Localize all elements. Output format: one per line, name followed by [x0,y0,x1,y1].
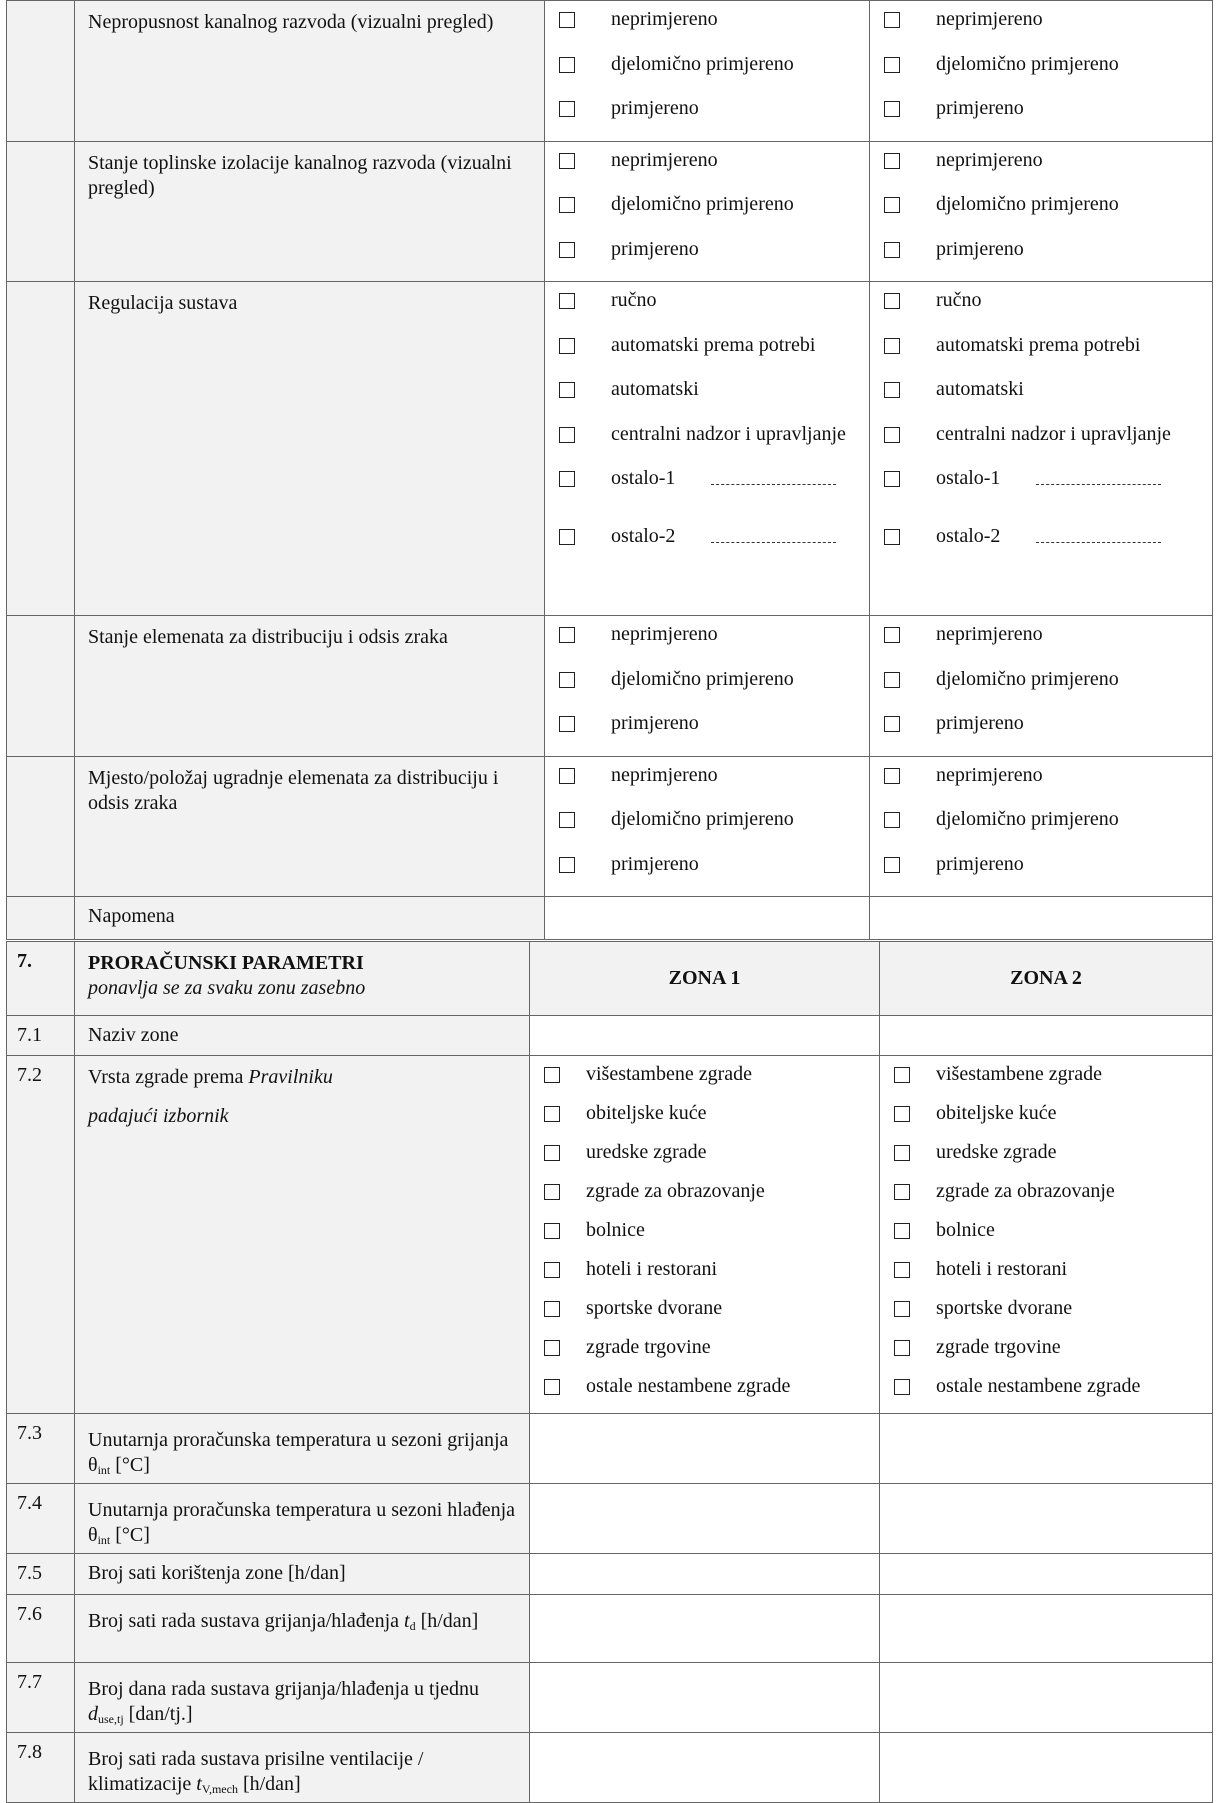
ventilation-inspection-table [6,0,1213,940]
checkbox[interactable] [559,382,575,398]
checkbox[interactable] [559,101,575,117]
checkbox-option[interactable] [559,711,869,735]
checkbox-option[interactable] [884,333,1212,357]
checkbox[interactable] [884,857,900,873]
zone2-options [870,616,1213,757]
option-label: obiteljske kuće [586,1102,707,1124]
option-label: neprimjereno [936,8,1043,30]
option-label: djelomično primjereno [936,808,1119,830]
option-label: hoteli i restorani [586,1258,718,1280]
checkbox[interactable] [559,857,575,873]
option-label: primjereno [611,852,699,875]
zone2-name-input[interactable] [880,1016,1213,1056]
row-label-cell [75,1484,530,1554]
option-label: djelomično primjereno [936,52,1119,75]
checkbox-option[interactable] [894,1140,1212,1164]
blank-cell [7,141,75,282]
option-label: zgrade trgovine [936,1336,1061,1358]
checkbox-option[interactable] [559,377,869,401]
blank-cell [7,282,75,616]
checkbox[interactable] [559,338,575,354]
unit: [dan/tj.] [123,1703,193,1725]
option-label: neprimjereno [611,763,718,786]
row-label: Unutarnja proračunska temperatura u sezoni hlađenja θ [88,1499,516,1546]
checkbox[interactable] [559,471,575,487]
option-label: sportske dvorane [586,1297,723,1319]
row-label: Napomena [75,897,545,940]
option-label: djelomično primjereno [936,667,1119,690]
unit: [h/dan] [415,1610,479,1632]
checkbox[interactable] [559,153,575,169]
checkbox[interactable] [884,338,900,354]
symbol: d [88,1703,98,1725]
checkbox[interactable] [884,716,900,732]
table-row [7,1,1213,142]
checkbox-option[interactable] [559,7,869,31]
option-label: ručno [611,289,657,311]
checkbox[interactable] [884,242,900,258]
checkbox-option[interactable] [544,1335,879,1359]
checkbox[interactable] [894,1184,910,1200]
option-label: ostalo-2 [936,525,1001,547]
zone2-options [870,141,1213,282]
zone1-options [545,756,870,897]
checkbox[interactable] [559,57,575,73]
zone2-building-type [880,1056,1213,1414]
row-label: Mjesto/položaj ugradnje elemenata za distribuciju i odsis zraka [75,756,545,897]
zone2-value-input[interactable] [880,1733,1213,1803]
option-label: bolnice [936,1219,995,1241]
row-label: Stanje elemenata za distribuciju i odsis zraka [75,616,545,757]
zone2-options [870,1,1213,142]
zone2-value-input[interactable] [880,1595,1213,1663]
checkbox-option[interactable] [544,1140,879,1164]
option-label: neprimjereno [936,623,1043,645]
checkbox-option[interactable] [884,711,1212,735]
checkbox[interactable] [884,812,900,828]
option-label: primjereno [936,852,1024,875]
option-label: neprimjereno [611,623,718,645]
zone1-options [545,282,870,616]
table-row [7,1484,1213,1554]
checkbox[interactable] [894,1379,910,1395]
unit: [h/dan] [237,1773,301,1795]
row-label: Stanje toplinske izolacije kanalnog razvoda (vizualni pregled) [75,141,545,282]
zone2-options[interactable] [870,897,1213,940]
checkbox-option[interactable] [884,7,1212,31]
zone2-value-input[interactable] [880,1414,1213,1484]
row-label-cell [75,1733,530,1803]
zone2-value-input[interactable] [880,1484,1213,1554]
zone1-header: ZONA 1 [530,942,880,1016]
checkbox-option[interactable] [559,192,869,216]
checkbox[interactable] [559,672,575,688]
checkbox-option[interactable] [544,1257,879,1281]
checkbox-option[interactable] [884,422,1212,446]
checkbox-option[interactable] [884,377,1212,401]
table-row [7,141,1213,282]
checkbox-option[interactable] [559,96,869,120]
option-label: višestambene zgrade [586,1063,753,1085]
checkbox-option[interactable] [894,1374,1212,1398]
option-label: primjereno [611,97,699,119]
option-label: djelomično primjereno [936,193,1119,215]
checkbox[interactable] [544,1301,560,1317]
row-label-cell [75,1595,530,1663]
section-title: PRORAČUNSKI PARAMETRI [88,952,364,974]
option-label: primjereno [611,712,699,734]
checkbox[interactable] [544,1262,560,1278]
checkbox-option[interactable] [544,1296,879,1320]
row-label-cell [75,1056,530,1414]
checkbox-option[interactable] [559,763,869,787]
checkbox[interactable] [884,293,900,309]
checkbox-option[interactable] [544,1179,879,1203]
checkbox-option[interactable] [894,1257,1212,1281]
option-label: obiteljske kuće [936,1102,1057,1124]
zone1-value-input[interactable] [530,1663,880,1733]
option-label: automatski prema potrebi [936,333,1141,356]
option-label: ostale nestambene zgrade [586,1375,791,1397]
calculation-parameters-table [6,941,1213,1803]
row-label: Unutarnja proračunska temperatura u sezoni grijanja θ [88,1429,509,1476]
checkbox[interactable] [884,627,900,643]
subscript: V,mech [201,1782,238,1796]
zone1-building-type [530,1056,880,1414]
checkbox[interactable] [559,529,575,545]
table-row [7,1733,1213,1803]
option-label: automatski prema potrebi [611,333,816,356]
checkbox[interactable] [884,101,900,117]
row-label: Nepropusnost kanalnog razvoda (vizualni pregled) [75,1,545,142]
table-row [7,1554,1213,1595]
symbol: t [196,1773,202,1795]
option-label: neprimjereno [936,763,1043,786]
checkbox[interactable] [559,197,575,213]
row-number: 7.3 [7,1414,75,1484]
other-input-line[interactable] [711,484,836,485]
zone1-value-input[interactable] [530,1414,880,1484]
option-label: primjereno [611,237,699,260]
row-label: Broj sati korištenja zone [h/dan] [88,1562,346,1584]
option-label: ostalo-2 [611,525,676,547]
checkbox[interactable] [559,812,575,828]
checkbox[interactable] [894,1301,910,1317]
other-input-line[interactable] [711,542,836,543]
option-label: neprimjereno [936,148,1043,171]
row-number: 7.5 [7,1554,75,1595]
checkbox-option[interactable] [559,148,869,172]
zone1-name-input[interactable] [530,1016,880,1056]
checkbox-option[interactable] [559,466,869,490]
zone1-options[interactable] [545,897,870,940]
option-label: centralni nadzor i upravljanje [611,422,846,445]
checkbox-option[interactable] [884,622,1212,646]
option-label: neprimjereno [611,8,718,30]
checkbox-option[interactable] [894,1335,1212,1359]
option-label: ostalo-1 [936,467,1001,489]
checkbox[interactable] [559,768,575,784]
zone1-options [545,616,870,757]
checkbox[interactable] [894,1262,910,1278]
option-label: ručno [936,289,982,311]
other-input-line[interactable] [1036,484,1161,485]
option-label: automatski [936,378,1024,400]
checkbox[interactable] [544,1145,560,1161]
row-number: 7.4 [7,1484,75,1554]
checkbox-option[interactable] [894,1101,1212,1125]
checkbox-option[interactable] [894,1218,1212,1242]
checkbox-option[interactable] [544,1218,879,1242]
zone2-value-input[interactable] [880,1554,1213,1595]
zone1-value-input[interactable] [530,1484,880,1554]
checkbox[interactable] [544,1106,560,1122]
checkbox-option[interactable] [884,807,1212,831]
row-label: Vrsta zgrade prema [88,1066,249,1088]
option-label: uredske zgrade [586,1141,707,1163]
checkbox-option[interactable] [884,148,1212,172]
checkbox[interactable] [559,427,575,443]
symbol: t [404,1610,410,1632]
checkbox[interactable] [894,1106,910,1122]
checkbox[interactable] [544,1067,560,1083]
checkbox[interactable] [544,1340,560,1356]
option-label: djelomično primjereno [611,808,794,830]
checkbox-option[interactable] [544,1062,879,1086]
unit: [°C] [110,1454,150,1476]
row-label: Regulacija sustava [75,282,545,616]
option-label: primjereno [936,97,1024,119]
checkbox[interactable] [544,1379,560,1395]
option-label: automatski [611,378,699,400]
zone2-header: ZONA 2 [880,942,1213,1016]
section-subtitle: ponavlja se za svaku zonu zasebno [88,977,366,999]
checkbox-option[interactable] [884,288,1212,312]
table-row [7,1414,1213,1484]
checkbox[interactable] [544,1184,560,1200]
option-label: višestambene zgrade [936,1063,1103,1085]
blank-cell [7,897,75,940]
table-row [7,897,1213,940]
other-input-line[interactable] [1036,542,1161,543]
checkbox-option[interactable] [559,422,869,446]
checkbox[interactable] [884,197,900,213]
checkbox[interactable] [884,57,900,73]
blank-cell [7,1,75,142]
checkbox-option[interactable] [559,52,869,76]
checkbox[interactable] [884,12,900,28]
checkbox[interactable] [894,1067,910,1083]
checkbox[interactable] [559,716,575,732]
checkbox-option[interactable] [559,288,869,312]
checkbox-option[interactable] [894,1062,1212,1086]
row-label-cell [75,1414,530,1484]
table-row [7,1595,1213,1663]
checkbox[interactable] [884,427,900,443]
option-label: uredske zgrade [936,1141,1057,1163]
zone2-options [870,282,1213,616]
unit: [°C] [110,1524,150,1546]
subscript: d [409,1619,416,1633]
checkbox-option[interactable] [559,622,869,646]
checkbox-option[interactable] [559,524,869,548]
blank-cell [7,756,75,897]
checkbox-option[interactable] [884,466,1212,490]
checkbox[interactable] [894,1145,910,1161]
option-label: primjereno [936,237,1024,260]
checkbox[interactable] [559,293,575,309]
checkbox-option[interactable] [559,852,869,876]
table-row [7,616,1213,757]
option-label: djelomično primjereno [611,667,794,690]
option-label: centralni nadzor i upravljanje [936,422,1171,445]
subscript: int [97,1463,111,1477]
option-label: sportske dvorane [936,1297,1073,1319]
zone2-value-input[interactable] [880,1663,1213,1733]
checkbox[interactable] [894,1223,910,1239]
checkbox[interactable] [884,768,900,784]
table-row [7,282,1213,616]
checkbox-option[interactable] [884,667,1212,691]
checkbox-option[interactable] [884,524,1212,548]
checkbox-option[interactable] [559,237,869,261]
zone1-value-input[interactable] [530,1733,880,1803]
option-label: djelomično primjereno [611,193,794,215]
checkbox-option[interactable] [884,52,1212,76]
dropdown-note: padajući izbornik [88,1105,229,1127]
zone1-options [545,141,870,282]
option-label: hoteli i restorani [936,1258,1068,1280]
checkbox[interactable] [884,382,900,398]
checkbox[interactable] [544,1223,560,1239]
row-label-italic: Pravilniku [248,1066,333,1088]
section-number: 7. [7,942,75,1016]
row-label: Broj sati rada sustava grijanja/hlađenja [88,1610,405,1632]
checkbox-option[interactable] [544,1374,879,1398]
option-label: ostalo-1 [611,467,676,489]
checkbox-option[interactable] [884,852,1212,876]
table-row [7,756,1213,897]
checkbox-option[interactable] [894,1179,1212,1203]
checkbox-option[interactable] [884,763,1212,787]
checkbox-option[interactable] [559,807,869,831]
row-number: 7.1 [7,1016,75,1056]
zone1-options [545,1,870,142]
row-label: Broj sati rada sustava prisilne ventilacije / klimatizacije [88,1748,424,1795]
option-label: djelomično primjereno [611,52,794,75]
checkbox[interactable] [559,242,575,258]
checkbox-option[interactable] [884,192,1212,216]
checkbox[interactable] [559,627,575,643]
option-label: zgrade trgovine [586,1336,711,1358]
checkbox[interactable] [894,1340,910,1356]
zone2-options [870,756,1213,897]
subscript: use,tj [98,1712,124,1726]
option-label: bolnice [586,1219,645,1241]
checkbox-option[interactable] [544,1101,879,1125]
row-number: 7.7 [7,1663,75,1733]
blank-cell [7,616,75,757]
zone1-value-input[interactable] [530,1595,880,1663]
checkbox[interactable] [884,471,900,487]
row-number: 7.6 [7,1595,75,1663]
checkbox-option[interactable] [559,667,869,691]
option-label: ostale nestambene zgrade [936,1375,1141,1397]
checkbox-option[interactable] [559,333,869,357]
option-label: zgrade za obrazovanje [936,1180,1115,1202]
checkbox[interactable] [884,529,900,545]
checkbox[interactable] [884,153,900,169]
table-row [7,1663,1213,1733]
checkbox[interactable] [884,672,900,688]
option-label: primjereno [936,712,1024,734]
row-number: 7.2 [7,1056,75,1414]
row-label-cell [75,1554,530,1595]
row-label: Broj dana rada sustava grijanja/hlađenja u tjednu [88,1678,479,1700]
section-title-cell [75,942,530,1016]
checkbox-option[interactable] [884,237,1212,261]
option-label: zgrade za obrazovanje [586,1180,765,1202]
row-label-cell [75,1663,530,1733]
zone1-value-input[interactable] [530,1554,880,1595]
checkbox-option[interactable] [894,1296,1212,1320]
row-number: 7.8 [7,1733,75,1803]
checkbox-option[interactable] [884,96,1212,120]
checkbox[interactable] [559,12,575,28]
row-label: Naziv zone [75,1016,530,1056]
option-label: neprimjereno [611,148,718,171]
subscript: int [97,1533,111,1547]
